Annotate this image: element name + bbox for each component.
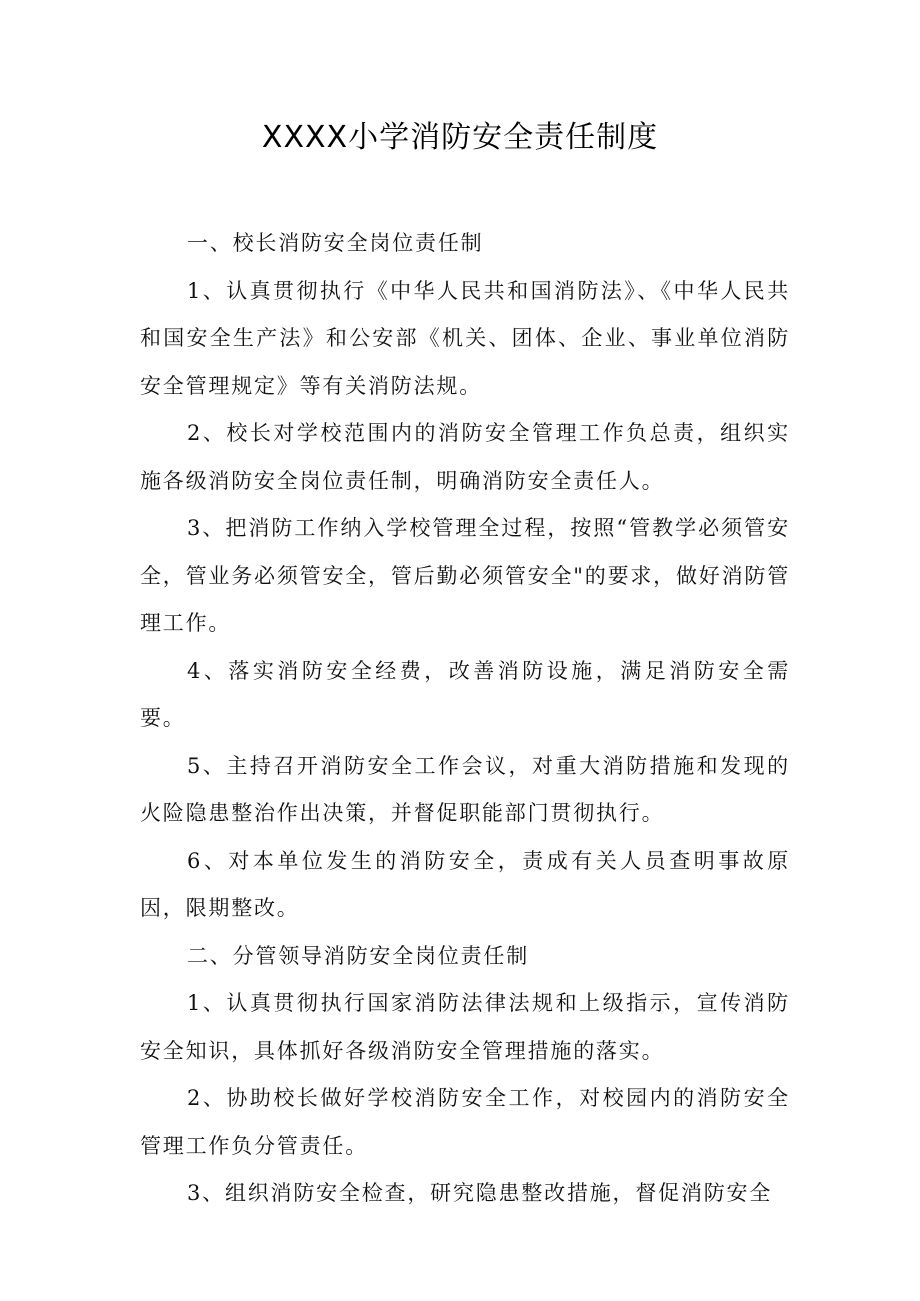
paragraph: 2、协助校长做好学校消防安全工作，对校园内的消防安全管理工作负分管责任。 — [140, 1086, 790, 1158]
paragraph: 1、认真贯彻执行《中华人民共和国消防法》、《中华人民共和国安全生产法》和公安部《机关、团体、企业、事业单位消防安全管理规定》等有关消防法规。 — [140, 278, 790, 398]
paragraph: 2、校长对学校范围内的消防安全管理工作负总责，组织实施各级消防安全岗位责任制，明确消防安全责任人。 — [140, 421, 790, 493]
paragraph: 3、把消防工作纳入学校管理全过程，按照“管教学必须管安全，管业务必须管安全，管后勤必须管安全"的要求，做好消防管理工作。 — [140, 516, 790, 635]
paragraph: 1、认真贯彻执行国家消防法律法规和上级指示，宣传消防安全知识，具体抓好各级消防安全管理措施的落实。 — [140, 991, 790, 1063]
section-heading-principal: 一、校长消防安全岗位责任制 — [187, 231, 484, 255]
document-title: XXXX小学消防安全责任制度 — [261, 120, 659, 155]
document-body — [140, 220, 790, 1218]
paragraph: 6、对本单位发生的消防安全，责成有关人员查明事故原因，限期整改。 — [140, 848, 790, 920]
section-heading-deputy: 二、分管领导消防安全岗位责任制 — [187, 943, 529, 968]
paragraph: 3、组织消防安全检查，研究隐患整改措施，督促消防安全 — [187, 1181, 773, 1205]
paragraph: 5、主持召开消防安全工作会议，对重大消防措施和发现的火险隐患整治作出决策，并督促职能部门贯彻执行。 — [140, 753, 790, 825]
paragraph: 4、落实消防安全经费，改善消防设施，满足消防安全需要。 — [140, 658, 790, 730]
